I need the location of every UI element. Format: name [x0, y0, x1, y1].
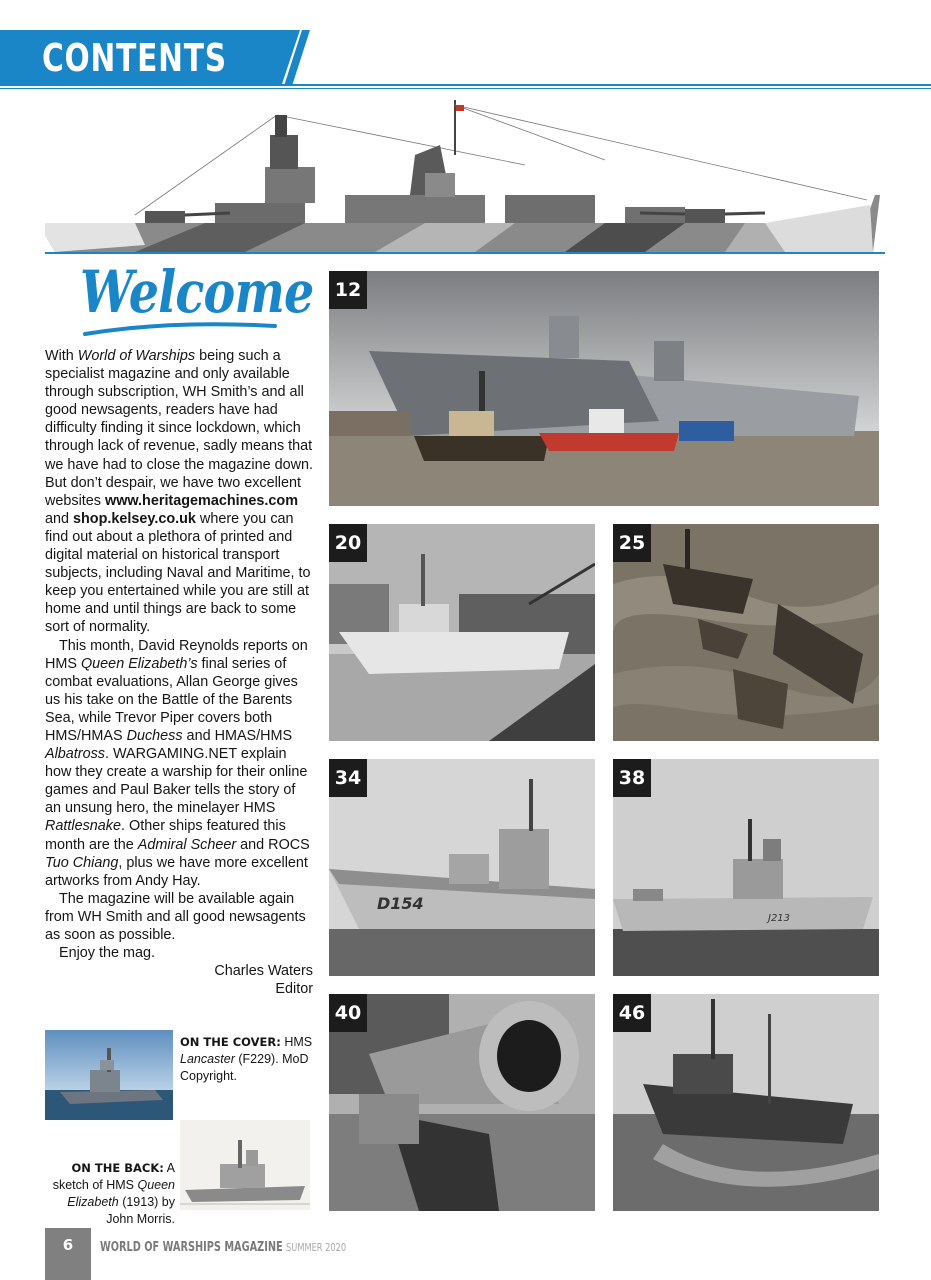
- article-photo-12[interactable]: [329, 271, 879, 506]
- editorial-paragraph-2: This month, David Reynolds reports on HMS Queen Elizabeth’s final series of combat evaluations, Allan George gives us his take on the Battle of the Barents Sea, while Trevor Piper covers both HMS/HMAS Duchess and HMAS/HMS Albatross. WARGAMING.NET explain how they create a warship for their online games and Paul Baker tells the story of an unsung hero, the minelayer HMS Rattlesnake. Other ships featured this month are the Admiral Scheer and ROCS Tuo Chiang, plus we have more excellent artworks from Andy Hay.: [45, 637, 310, 889]
- page-badge-38: 38: [613, 759, 651, 797]
- welcome-underline-swoosh: [80, 318, 280, 338]
- page-badge-40: 40: [329, 994, 367, 1032]
- article-photo-40[interactable]: [329, 994, 595, 1211]
- editorial-paragraph-3: The magazine will be available again from WH Smith and all good newsagents as soon as possible.: [45, 890, 306, 943]
- back-cover-sketch[interactable]: [180, 1120, 310, 1210]
- header-rule-thin: [0, 88, 931, 89]
- cover-thumbnail[interactable]: [45, 1030, 173, 1120]
- editorial-paragraph-4: Enjoy the mag.: [59, 945, 155, 962]
- page-badge-12: 12: [329, 271, 367, 309]
- header-edge-stripe: [280, 30, 310, 86]
- page-badge-20: 20: [329, 524, 367, 562]
- hull-number-j213: J213: [768, 913, 791, 924]
- website-link-kelsey[interactable]: shop.kelsey.co.uk: [73, 510, 196, 527]
- footer-magazine-title: WORLD OF WARSHIPS MAGAZINE SUMMER 2020: [100, 1240, 347, 1255]
- back-caption: ON THE BACK: A sketch of HMS Queen Elizabeth (1913) by John Morris.: [52, 1161, 175, 1226]
- artwork-waterline-rule: [45, 252, 885, 254]
- page-badge-25: 25: [613, 524, 651, 562]
- welcome-heading: Welcome: [80, 258, 314, 326]
- page-badge-46: 46: [613, 994, 651, 1032]
- page-badge-34: 34: [329, 759, 367, 797]
- article-photo-38[interactable]: [613, 759, 879, 976]
- signature-role: Editor: [275, 981, 313, 998]
- page-title: CONTENTS: [42, 36, 227, 80]
- editorial-text: [45, 347, 313, 998]
- article-photo-34[interactable]: [329, 759, 595, 976]
- article-photo-20[interactable]: [329, 524, 595, 741]
- website-link-heritage[interactable]: www.heritagemachines.com: [105, 492, 299, 509]
- editorial-paragraph-1: With World of Warships being such a specialist magazine and only available through subscription, WH Smith’s and all good newsagents, readers have had difficulty finding it since lockdown, which through lack of revenue, sadly means that we have had to close the magazine down. But don’t despair, we have two excellent websites www.heritagemachines.com and shop.kelsey.co.uk where you can find out about a plethora of printed and digital material on historical transport subjects, including Naval and Maritime, to keep you entertained while you are still at home and until things are back to some sort of normality.: [45, 348, 313, 636]
- article-photo-46[interactable]: [613, 994, 879, 1211]
- article-photo-25[interactable]: [613, 524, 879, 741]
- cover-caption: ON THE COVER: HMS Lancaster (F229). MoD Copyright.: [180, 1035, 313, 1083]
- signature-name: Charles Waters: [214, 963, 313, 980]
- header-rule: [0, 84, 931, 86]
- footer-issue: SUMMER 2020: [286, 1241, 347, 1254]
- footer-page-number: 6: [62, 1236, 74, 1254]
- battleship-profile-artwork: [45, 95, 885, 255]
- hull-number-d154: D154: [377, 894, 424, 913]
